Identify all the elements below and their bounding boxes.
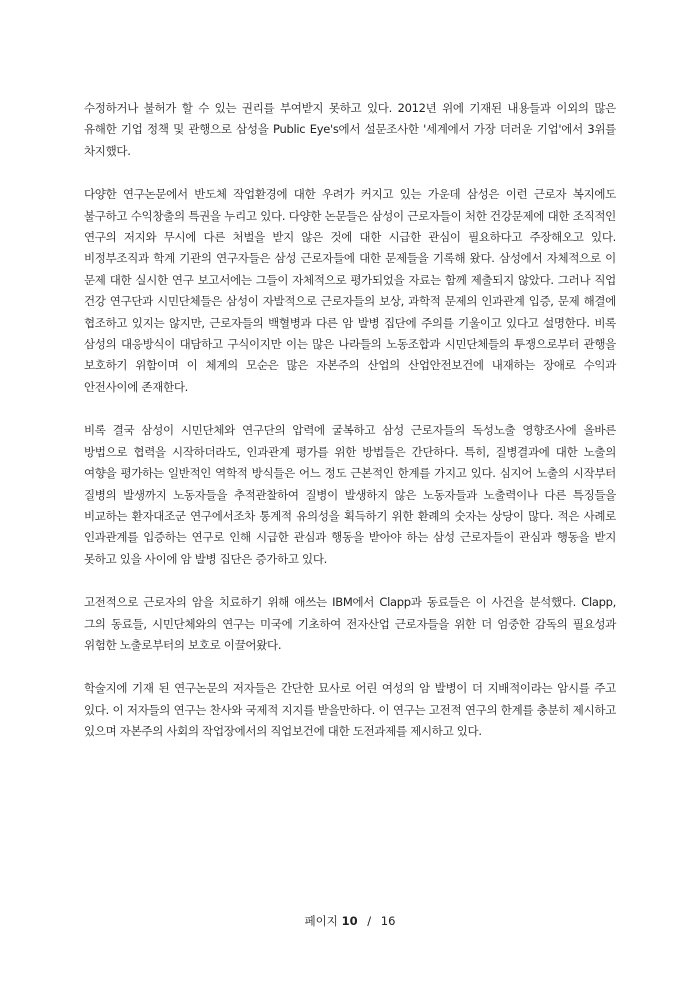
current-page-number: 10	[341, 914, 358, 928]
paragraph-1: 수정하거나 불허가 할 수 있는 권리를 부여받지 못하고 있다. 2012년 위에 기재된 내용들과 이외의 많은 유해한 기업 정책 및 관행으로 삼성을 Public Eye's에서 설문조사한 '세계에서 가장 더러운 기업'에서 3위를 차지했다.	[84, 101, 616, 158]
paragraph-3: 비록 결국 삼성이 시민단체와 연구단의 압력에 굴복하고 삼성 근로자들의 독성노출 영향조사에 올바른 방법으로 협력을 시작하더라도, 인과관계 평가를 위한 방법들은 간단하다. 특히, 질병결과에 대한 노출의 여향을 평가하는 일반적인 역학적 방식들은 어느 정도 근본적인 한계를 가지고 있다. 심지어 노출의 시작부터 질병의 발생까지 노동자들을 추적관찰하여 질병이 발생하지 않은 노동자들과 노출력이나 다른 특징들을 비교하는 환자대조군 연구에서조차 통계적 유의성을 획득하기 위한 환례의 숫자는 상당이 많다. 적은 사례로 인과관계를 입증하는 연구로 인해 시급한 관심과 행동을 받아야 하는 삼성 근로자들이 관심과 행동을 받지 못하고 있을 사이에 암 발병 집단은 증가하고 있다.	[84, 423, 616, 566]
paragraph-4: 고전적으로 근로자의 암을 치료하기 위해 애쓰는 IBM에서 Clapp과 동료들은 이 사건을 분석했다. Clapp, 그의 동료들, 시민단체와의 연구는 미국에 기초하여 전자산업 근로자들을 위한 더 엄중한 감독의 필요성과 위험한 노출로부터의 보호로 이끌어왔다.	[84, 595, 616, 652]
paragraph-5: 학술지에 기재 된 연구논문의 저자들은 간단한 묘사로 어린 여성의 암 발병이 더 지배적이라는 암시를 주고 있다. 이 저자들의 연구는 찬사와 국제적 지지를 받을만하다. 이 연구는 고전적 연구의 한계를 충분히 제시하고 있으며 자본주의 사회의 작업장에서의 직업보건에 대한 도전과제를 제시하고 있다.	[84, 681, 616, 739]
page-footer	[0, 913, 700, 929]
page-label: 페이지	[304, 914, 338, 928]
document-body	[84, 98, 616, 765]
paragraph-2: 다양한 연구논문에서 반도체 작업환경에 대한 우려가 커지고 있는 가운데 삼성은 이런 근로자 복지에도 불구하고 수익창출의 특권을 누리고 있다. 다양한 논문들은 삼성이 근로자들이 처한 건강문제에 대한 조직적인 연구의 저지와 무시에 다른 처벌을 받지 않은 것에 대한 시급한 관심이 필요하다고 주장해오고 있다. 비정부조직과 학계 기관의 연구자들은 삼성 근로자들에 대한 문제들을 기록해 왔다. 삼성에서 자체적으로 이 문제 대한 실시한 연구 보고서에는 그들이 자체적으로 평가되었을 자료는 함께 제출되지 않았다. 그러나 직업 건강 연구단과 시민단체들은 삼성이 자발적으로 근로자들의 보상, 과학적 문제의 인과관계 입증, 문제 해결에 협조하고 있지는 않지만, 근로자들의 백혈병과 다른 암 발병 집단에 주의를 기울이고 있다고 설명한다. 비록 삼성의 대응방식이 대담하고 구식이지만 이는 많은 나라들의 노동조합과 시민단체들의 투쟁으로부터 관행을 보호하기 위함이며 이 체계의 모순은 많은 자본주의 산업의 산업안전보건에 내재하는 장애로 수익과 안전사이에 존재한다.	[84, 187, 616, 394]
total-pages: 16	[380, 914, 396, 928]
page-separator: /	[367, 914, 372, 928]
